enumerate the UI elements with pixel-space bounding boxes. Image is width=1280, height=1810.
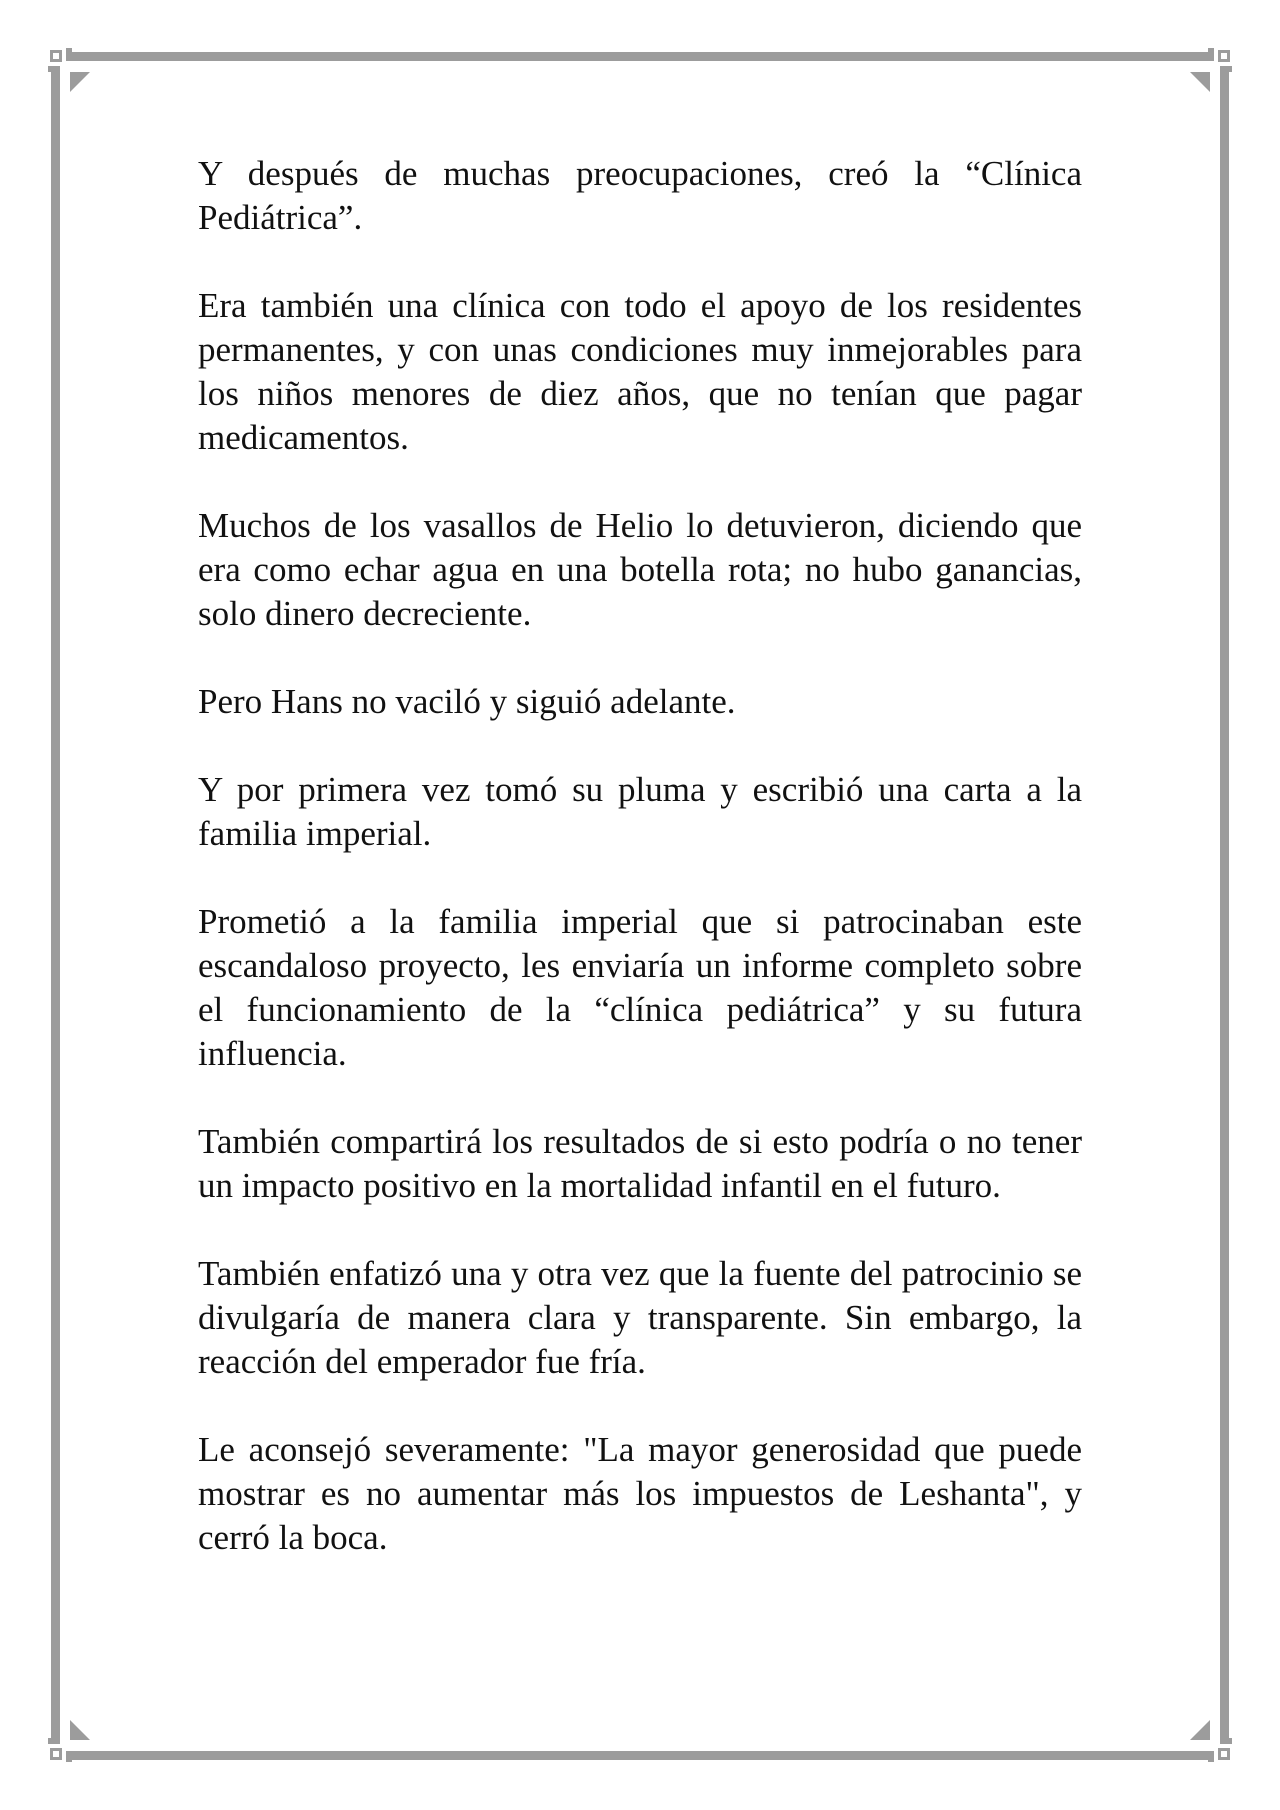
corner-dot: [1208, 48, 1214, 54]
corner-triangle-top-right: [1190, 72, 1210, 92]
corner-dot: [1208, 1756, 1214, 1762]
corner-ornament-bottom-right: [1218, 1748, 1230, 1760]
corner-dot: [1226, 1738, 1232, 1744]
corner-dot: [48, 66, 54, 72]
frame-bottom-border: [66, 1751, 1214, 1760]
corner-dot: [1226, 66, 1232, 72]
corner-ornament-top-right: [1218, 50, 1230, 62]
paragraph: Prometió a la familia imperial que si patrocinaban este escandaloso proyecto, les enviaría un informe completo sobre el funcionamiento de la “clínica pediátrica” y su futura influencia.: [198, 902, 1082, 1073]
frame-right-border: [1220, 66, 1229, 1744]
paragraph: Y después de muchas preocupaciones, creó la “Clínica Pediátrica”.: [198, 154, 1082, 237]
paragraph: También enfatizó una y otra vez que la fuente del patrocinio se divulgaría de manera clara y transparente. Sin embargo, la reacción del emperador fue fría.: [198, 1254, 1082, 1381]
corner-ornament-bottom-left: [50, 1748, 62, 1760]
frame-top-border: [66, 52, 1214, 61]
corner-ornament-top-left: [50, 50, 62, 62]
paragraph: Y por primera vez tomó su pluma y escribió una carta a la familia imperial.: [198, 770, 1082, 853]
corner-dot: [66, 48, 72, 54]
corner-triangle-top-left: [70, 72, 90, 92]
corner-dot: [48, 1738, 54, 1744]
corner-triangle-bottom-right: [1190, 1720, 1210, 1740]
paragraph: Muchos de los vasallos de Helio lo detuvieron, diciendo que era como echar agua en una botella rota; no hubo ganancias, solo dinero decreciente.: [198, 506, 1082, 633]
page-body: [198, 152, 1082, 1604]
paragraph: Pero Hans no vaciló y siguió adelante.: [198, 682, 736, 721]
corner-dot: [66, 1756, 72, 1762]
paragraph: Le aconsejó severamente: "La mayor generosidad que puede mostrar es no aumentar más los impuestos de Leshanta", y cerró la boca.: [198, 1430, 1082, 1557]
frame-left-border: [51, 66, 60, 1744]
corner-triangle-bottom-left: [70, 1720, 90, 1740]
paragraph: Era también una clínica con todo el apoyo de los residentes permanentes, y con unas condiciones muy inmejorables para los niños menores de diez años, que no tenían que pagar medicamentos.: [198, 286, 1082, 457]
paragraph: También compartirá los resultados de si esto podría o no tener un impacto positivo en la mortalidad infantil en el futuro.: [198, 1122, 1082, 1205]
